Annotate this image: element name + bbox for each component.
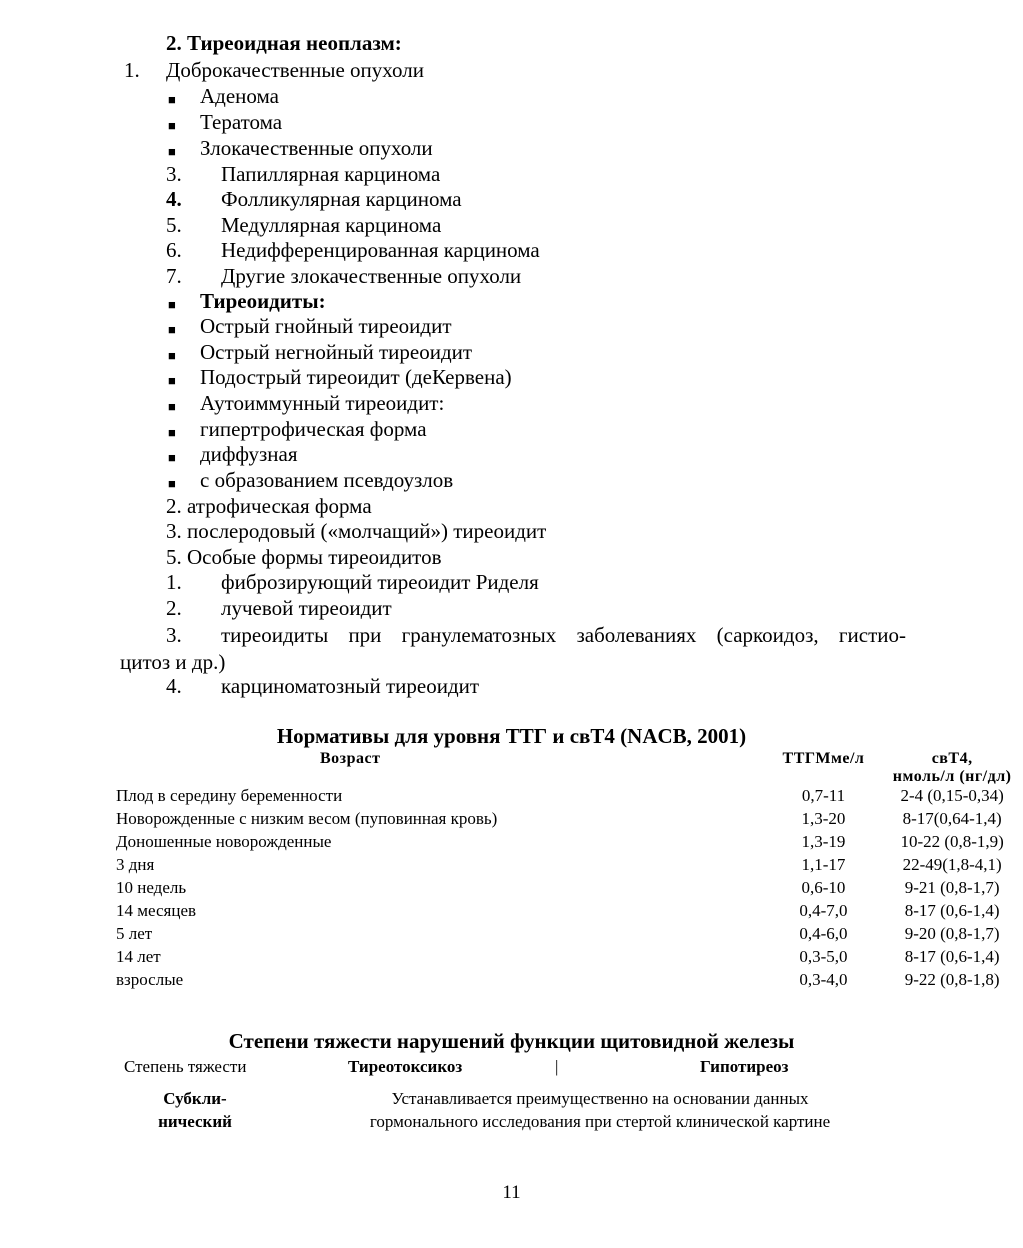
severity-description <box>300 1087 900 1133</box>
norms-table <box>116 750 1023 993</box>
list-text: Аденома <box>200 84 279 108</box>
list-text: Фолликулярная карцинома <box>221 187 462 211</box>
wrapped-item-line1 <box>120 622 906 649</box>
severity-col-separator: | <box>555 1057 559 1076</box>
list-text: Злокачественные опухоли <box>200 136 433 160</box>
list-text: Медуллярная карцинома <box>221 213 442 237</box>
cell-age: 14 лет <box>116 947 161 966</box>
list-text: диффузная <box>200 442 298 466</box>
cell-ft4: 9-21 (0,8-1,7) <box>904 878 1000 897</box>
list-text: тиреоидиты при гранулематозных заболеваниях (саркоидоз, гистио- <box>221 623 906 647</box>
cell-ft4: 2-4 (0,15-0,34) <box>900 786 1004 805</box>
list-text: 5. Особые формы тиреоидитов <box>166 545 442 569</box>
list-text: Острый негнойный тиреоидит <box>200 340 473 364</box>
table-header-row <box>116 750 1023 786</box>
cell-age: взрослые <box>116 970 184 989</box>
header-ft4-line1: свТ4, <box>931 750 973 767</box>
cell-ft4: 8-17 (0,6-1,4) <box>904 901 1000 920</box>
list-text: Папиллярная карцинома <box>221 162 441 186</box>
table-row <box>116 786 1023 809</box>
cell-age: 3 дня <box>116 855 155 874</box>
cell-ft4: 22-49(1,8-4,1) <box>902 855 1002 874</box>
cell-age: 10 недель <box>116 878 187 897</box>
table-row <box>116 924 1023 947</box>
severity-desc-line1: Устанавливается преимущественно на основании данных <box>391 1089 809 1108</box>
list-text: лучевой тиреоидит <box>221 596 392 620</box>
list-text: Тиреоидиты: <box>200 289 326 313</box>
list-marker: 2. <box>166 596 182 620</box>
cell-ft4: 9-20 (0,8-1,7) <box>904 924 1000 943</box>
severity-grade-line2: нический <box>158 1112 232 1131</box>
list-marker: 6. <box>166 238 182 262</box>
list-marker: 3. <box>166 623 182 647</box>
table-row <box>116 855 1023 878</box>
list-text: Недифференцированная карцинома <box>221 238 540 262</box>
bullet-icon: ■ <box>168 450 176 465</box>
header-ft4-line2: нмоль/л (нг/дл) <box>892 768 1012 785</box>
bullet-icon: ■ <box>168 92 176 107</box>
cell-age: Доношенные новорожденные <box>116 832 332 851</box>
bullet-icon: ■ <box>168 144 176 159</box>
bullet-icon: ■ <box>168 373 176 388</box>
list-text: карциноматозный тиреоидит <box>221 674 480 698</box>
bullet-icon: ■ <box>168 118 176 133</box>
cell-tsh: 0,3-4,0 <box>799 970 848 989</box>
table-row <box>116 970 1023 993</box>
cell-age: 14 месяцев <box>116 901 197 920</box>
cell-age: Плод в середину беременности <box>116 786 343 805</box>
severity-col-thyrotoxicosis: Тиреотоксикоз <box>348 1057 463 1076</box>
list-text: Аутоиммунный тиреоидит: <box>200 391 445 415</box>
bullet-icon: ■ <box>168 399 176 414</box>
list-marker: 5. <box>166 213 182 237</box>
list-marker: 3. <box>166 162 182 186</box>
cell-ft4: 8-17(0,64-1,4) <box>902 809 1002 828</box>
list-marker: 4. <box>166 674 182 698</box>
list-text: 3. послеродовый («молчащий») тиреоидит <box>166 519 547 543</box>
severity-grade-line1: Субкли- <box>163 1089 227 1108</box>
list-marker: 1. <box>166 570 182 594</box>
list-text: с образованием псевдоузлов <box>200 468 454 492</box>
wrapped-list-item <box>120 622 906 676</box>
cell-tsh: 1,3-20 <box>801 809 846 828</box>
cell-age: Новорожденные с низким весом (пуповинная кровь) <box>116 809 498 828</box>
bullet-icon: ■ <box>168 476 176 491</box>
severity-desc-line2: гормонального исследования при стертой клинической картине <box>369 1112 831 1131</box>
cell-tsh: 0,4-7,0 <box>799 901 848 920</box>
severity-grade <box>140 1087 250 1133</box>
list-text: Острый гнойный тиреоидит <box>200 314 452 338</box>
list-marker: 1. <box>124 58 140 82</box>
severity-header-row <box>0 1057 1023 1081</box>
bullet-icon: ■ <box>168 425 176 440</box>
table-row <box>116 832 1023 855</box>
list-text: 2. атрофическая форма <box>166 494 372 518</box>
wrapped-item-line2: цитоз и др.) <box>120 650 226 674</box>
cell-tsh: 0,4-6,0 <box>799 924 848 943</box>
page-number: 11 <box>502 1182 521 1203</box>
section-heading: 2. Тиреоидная неоплазм: <box>166 31 402 55</box>
list-text: Подострый тиреоидит (деКервена) <box>200 365 512 389</box>
list-marker: 7. <box>166 264 182 288</box>
severity-col-label: Степень тяжести <box>124 1057 247 1076</box>
table-row <box>116 878 1023 901</box>
bullet-icon: ■ <box>168 297 176 312</box>
cell-tsh: 0,7-11 <box>801 786 846 805</box>
cell-ft4: 9-22 (0,8-1,8) <box>904 970 1000 989</box>
list-text: Доброкачественные опухоли <box>166 58 424 82</box>
header-ft4 <box>881 750 1023 786</box>
table-row <box>116 947 1023 970</box>
cell-tsh: 1,3-19 <box>801 832 846 851</box>
severity-col-hypothyroidism: Гипотиреоз <box>700 1057 789 1076</box>
cell-ft4: 10-22 (0,8-1,9) <box>900 832 1004 851</box>
cell-tsh: 1,1-17 <box>801 855 846 874</box>
table-row <box>116 901 1023 924</box>
cell-age: 5 лет <box>116 924 153 943</box>
bullet-icon: ■ <box>168 322 176 337</box>
severity-title: Степени тяжести нарушений функции щитовидной железы <box>228 1029 795 1053</box>
norms-title: Нормативы для уровня ТТГ и свТ4 (NACB, 2001) <box>276 724 747 748</box>
list-text: Другие злокачественные опухоли <box>221 264 522 288</box>
list-text: фиброзирующий тиреоидит Риделя <box>221 570 539 594</box>
header-age: Возраст <box>320 750 381 767</box>
bullet-icon: ■ <box>168 348 176 363</box>
cell-tsh: 0,3-5,0 <box>799 947 848 966</box>
list-marker: 4. <box>166 187 182 211</box>
cell-ft4: 8-17 (0,6-1,4) <box>904 947 1000 966</box>
list-text: гипертрофическая форма <box>200 417 427 441</box>
list-text: Тератома <box>200 110 283 134</box>
table-row <box>116 809 1023 832</box>
cell-tsh: 0,6-10 <box>801 878 846 897</box>
header-tsh: ТТГМме/л <box>782 750 865 767</box>
norms-table-body <box>116 786 1023 993</box>
